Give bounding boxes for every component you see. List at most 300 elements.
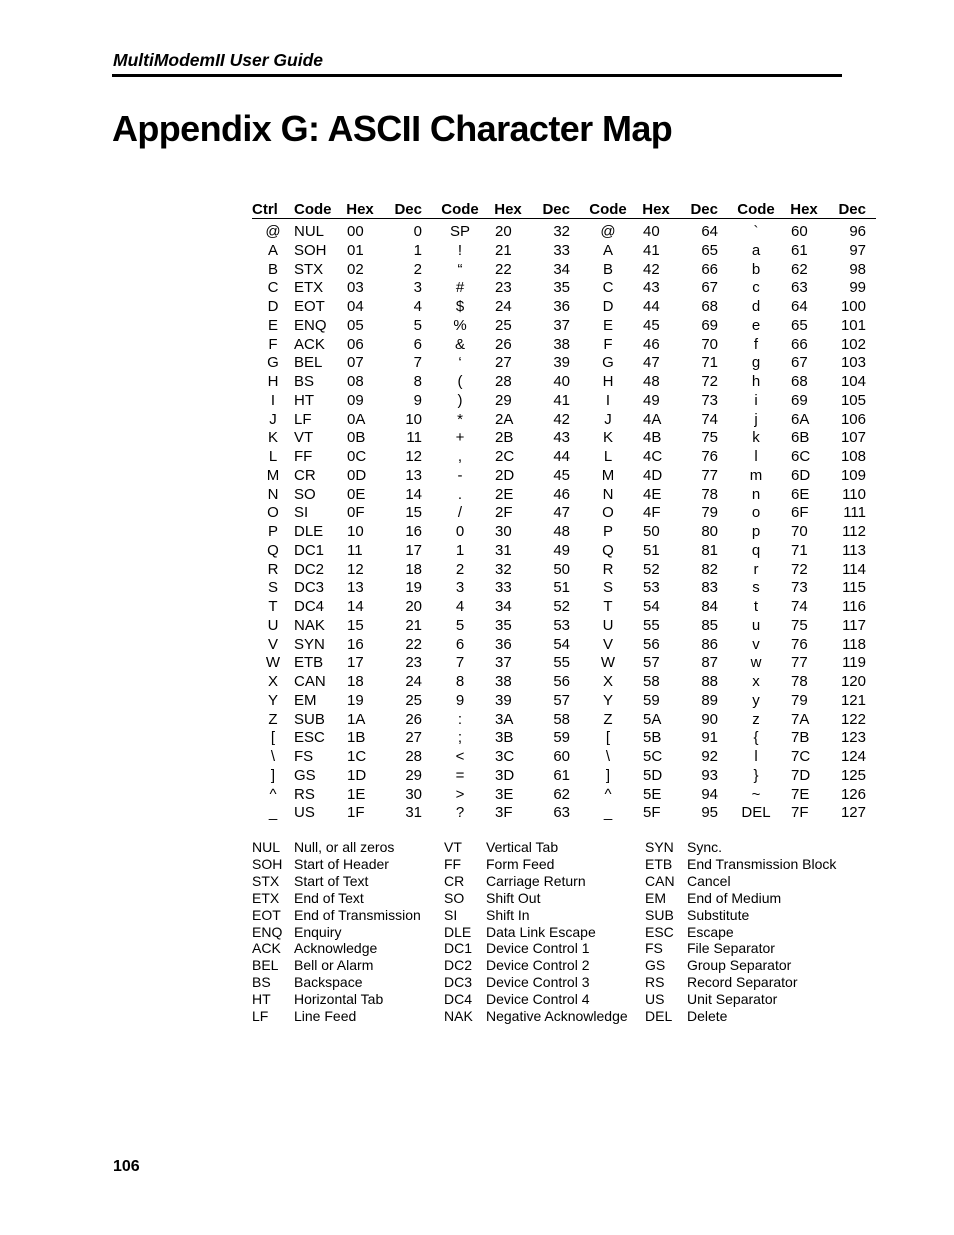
dec-value: 11 [406, 429, 422, 447]
legend-abbreviation: DC2 [444, 957, 473, 974]
hex-value: 48 [643, 373, 660, 390]
character: N [602, 485, 614, 503]
character: y [752, 691, 760, 709]
table-row [252, 729, 876, 748]
hex-value: 19 [347, 691, 364, 709]
hex-value: 59 [643, 691, 660, 709]
dec-value: 90 [701, 710, 718, 728]
hex-value: 33 [495, 579, 512, 597]
dec-value: 37 [553, 316, 570, 334]
character: d [751, 298, 761, 315]
legend-description: Group Separator [687, 957, 792, 974]
dec-value: 48 [553, 523, 570, 540]
dec-value: 108 [840, 448, 866, 465]
character: E [602, 316, 613, 334]
hex-value: 18 [347, 673, 364, 690]
hex-value: 58 [643, 673, 660, 690]
hex-value: 40 [643, 223, 660, 240]
dec-value: 35 [553, 279, 570, 297]
hex-value: 73 [791, 579, 808, 597]
character: 6 [455, 635, 465, 653]
dec-value: 10 [405, 410, 422, 428]
dec-value: 7 [413, 354, 422, 372]
legend-description: Device Control 1 [486, 940, 590, 957]
ctrl-char: N [267, 485, 279, 503]
hex-value: 27 [495, 354, 512, 372]
character: & [454, 335, 465, 353]
legend-description: Record Separator [687, 974, 798, 991]
control-code: SOH [294, 241, 327, 259]
legend-row [252, 974, 836, 991]
character: + [455, 429, 465, 447]
dec-value: 104 [840, 373, 866, 390]
character: $ [455, 298, 465, 315]
dec-value: 76 [701, 448, 718, 465]
character: 5 [455, 616, 465, 634]
hex-value: 55 [643, 616, 660, 634]
header-rule [112, 74, 842, 77]
dec-value: 16 [405, 523, 422, 540]
hex-value: 08 [347, 373, 364, 390]
hex-value: 41 [643, 241, 660, 259]
hex-value: 5E [643, 785, 662, 803]
legend-description: Shift Out [486, 889, 541, 906]
legend-abbreviation: VT [444, 839, 462, 855]
character: W [600, 654, 616, 672]
hex-value: 32 [495, 560, 512, 578]
control-code: FS [294, 748, 314, 765]
dec-value: 117 [842, 616, 866, 634]
character: - [457, 466, 463, 484]
character: r [753, 560, 759, 578]
character: z [752, 710, 760, 728]
control-code: SI [294, 504, 309, 522]
hex-value: 69 [791, 391, 808, 409]
hex-value: 79 [791, 691, 808, 709]
dec-value: 88 [701, 673, 718, 690]
legend-abbreviation: US [645, 991, 665, 1008]
character: } [753, 766, 759, 784]
dec-value: 56 [553, 673, 570, 690]
hex-value: 13 [347, 579, 364, 597]
character: 7 [455, 654, 465, 672]
dec-value: 66 [701, 260, 718, 278]
hex-value: 49 [643, 391, 660, 409]
hex-value: 25 [495, 316, 512, 334]
legend-description: Substitute [687, 906, 750, 923]
legend-abbreviation: DC4 [444, 991, 473, 1008]
legend-row [252, 856, 836, 873]
character: P [602, 523, 613, 540]
legend-abbreviation: EM [645, 889, 666, 906]
legend-description: Carriage Return [486, 872, 586, 889]
character: = [455, 766, 465, 784]
legend-description: End of Medium [687, 889, 782, 906]
character: \ [605, 748, 611, 765]
hex-value: 6D [791, 466, 811, 484]
dec-value: 9 [413, 391, 422, 409]
legend-abbreviation: DC1 [444, 940, 473, 957]
ctrl-char: P [267, 523, 278, 540]
character: # [455, 279, 465, 297]
ctrl-char: B [267, 260, 278, 278]
hex-value: 29 [495, 391, 512, 409]
dec-value: 102 [840, 335, 866, 353]
hex-value: 30 [495, 523, 512, 540]
dec-value: 64 [701, 223, 718, 240]
table-row [252, 486, 876, 505]
hex-value: 6C [791, 448, 811, 465]
ctrl-char: _ [268, 804, 278, 822]
hex-value: 1B [347, 729, 366, 747]
hex-value: 72 [791, 560, 808, 578]
legend-description: End of Text [294, 889, 364, 906]
table-row [252, 673, 876, 692]
control-code: CR [294, 466, 316, 484]
hex-value: 15 [347, 616, 364, 634]
hex-value: 01 [347, 241, 364, 259]
hex-value: 20 [495, 223, 512, 240]
character: { [753, 729, 759, 747]
character: / [457, 504, 463, 522]
character: l [754, 748, 758, 765]
legend-description: Unit Separator [687, 991, 778, 1008]
control-code: EOT [294, 298, 325, 315]
character: , [457, 448, 463, 465]
dec-value: 75 [701, 429, 718, 447]
control-code: RS [294, 785, 315, 803]
hex-value: 6F [791, 504, 809, 522]
dec-value: 6 [413, 335, 422, 353]
header-hex-2: Hex [488, 198, 528, 219]
control-code: GS [294, 766, 316, 784]
legend-row [252, 1008, 836, 1025]
dec-value: 27 [405, 729, 422, 747]
hex-value: 1D [347, 766, 367, 784]
hex-value: 1F [347, 804, 365, 822]
ctrl-char: H [267, 373, 279, 390]
character: I [605, 391, 611, 409]
legend-row [252, 991, 836, 1008]
hex-value: 60 [791, 223, 808, 240]
legend-description: Line Feed [294, 1008, 357, 1025]
character: k [752, 429, 760, 447]
character: G [602, 354, 614, 372]
character: ] [605, 766, 611, 784]
table-row [252, 504, 876, 523]
hex-value: 7B [791, 729, 810, 747]
hex-value: 66 [791, 335, 808, 353]
legend-abbreviation: LF [252, 1008, 269, 1025]
character: ‘ [458, 354, 462, 372]
hex-value: 1A [347, 710, 366, 728]
dec-value: 72 [701, 373, 718, 390]
control-code: DC4 [294, 598, 325, 615]
hex-value: 24 [495, 298, 512, 315]
dec-value: 107 [840, 429, 866, 447]
ctrl-char: D [267, 298, 279, 315]
control-code: DLE [294, 523, 324, 540]
dec-value: 44 [553, 448, 570, 465]
ctrl-char: ] [270, 766, 276, 784]
legend-abbreviation: NAK [444, 1008, 473, 1025]
ctrl-char: V [267, 635, 278, 653]
character: e [751, 316, 761, 334]
character: 9 [455, 691, 465, 709]
hex-value: 63 [791, 279, 808, 297]
legend-description: File Separator [687, 940, 775, 957]
character: 3 [455, 579, 465, 597]
character: < [455, 748, 465, 765]
hex-value: 35 [495, 616, 512, 634]
dec-value: 105 [840, 391, 866, 409]
legend-abbreviation: FS [645, 940, 663, 957]
control-code: BS [294, 373, 315, 390]
control-code: LF [294, 410, 312, 428]
dec-value: 70 [701, 335, 718, 353]
control-code: SYN [294, 635, 325, 653]
character: c [752, 279, 760, 297]
dec-value: 61 [553, 766, 570, 784]
control-code: SO [294, 485, 316, 503]
dec-value: 100 [840, 298, 866, 315]
hex-value: 3E [495, 785, 514, 803]
header-code-1: Code [294, 198, 340, 219]
hex-value: 67 [791, 354, 808, 372]
table-row [252, 767, 876, 786]
dec-value: 87 [701, 654, 718, 672]
hex-value: 1E [347, 785, 366, 803]
control-code: DC3 [294, 579, 325, 597]
character: D [602, 298, 614, 315]
legend-abbreviation: ENQ [252, 923, 283, 940]
hex-value: 34 [495, 598, 512, 615]
hex-value: 61 [791, 241, 808, 259]
dec-value: 60 [553, 748, 570, 765]
table-row [252, 598, 876, 617]
header-code-2: Code [432, 198, 488, 219]
character: ^ [604, 785, 612, 803]
ctrl-char: S [267, 579, 278, 597]
table-row [252, 617, 876, 636]
dec-value: 123 [840, 729, 866, 747]
character: m [749, 466, 763, 484]
dec-value: 59 [553, 729, 570, 747]
hex-value: 4B [643, 429, 662, 447]
hex-value: 28 [495, 373, 512, 390]
dec-value: 54 [553, 635, 570, 653]
dec-value: 28 [405, 748, 422, 765]
legend-description: End of Transmission [294, 906, 421, 923]
dec-value: 30 [405, 785, 422, 803]
legend-abbreviation: SYN [645, 839, 674, 855]
dec-value: 36 [553, 298, 570, 315]
hex-value: 71 [791, 541, 808, 559]
character: i [754, 391, 758, 409]
control-code: ETB [294, 654, 324, 672]
hex-value: 12 [347, 560, 364, 578]
dec-value: 50 [553, 560, 570, 578]
hex-value: 43 [643, 279, 660, 297]
character: s [752, 579, 760, 597]
dec-value: 113 [842, 541, 866, 559]
dec-value: 71 [701, 354, 718, 372]
dec-value: 5 [413, 316, 422, 334]
dec-value: 109 [840, 466, 866, 484]
hex-value: 4C [643, 448, 663, 465]
character: x [752, 673, 760, 690]
control-code: DC1 [294, 541, 325, 559]
table-row [252, 561, 876, 580]
legend-description: Backspace [294, 974, 363, 991]
hex-value: 2D [495, 466, 515, 484]
character: H [602, 373, 614, 390]
legend-description: Delete [687, 1008, 728, 1025]
character: h [751, 373, 761, 390]
character: U [602, 616, 614, 634]
table-row [252, 219, 876, 242]
control-code: ESC [294, 729, 325, 747]
table-row [252, 336, 876, 355]
legend-description: Device Control 2 [486, 957, 590, 974]
control-code: ETX [294, 279, 324, 297]
hex-value: 5B [643, 729, 662, 747]
hex-value: 52 [643, 560, 660, 578]
ctrl-char: K [267, 429, 278, 447]
legend-description: End Transmission Block [687, 855, 837, 872]
legend-row [252, 940, 836, 957]
legend-description: Device Control 3 [486, 974, 590, 991]
character: F [603, 335, 613, 353]
character: w [750, 654, 762, 672]
legend-description: Cancel [687, 872, 731, 889]
control-code: HT [294, 391, 314, 409]
hex-value: 6A [791, 410, 810, 428]
dec-value: 18 [405, 560, 422, 578]
ctrl-char: [ [270, 729, 276, 747]
table-row [252, 373, 876, 392]
hex-value: 23 [495, 279, 512, 297]
table-row [252, 579, 876, 598]
hex-value: 10 [347, 523, 364, 540]
header-dec-3: Dec [676, 198, 728, 219]
hex-value: 36 [495, 635, 512, 653]
dec-value: 127 [840, 804, 866, 822]
dec-value: 89 [701, 691, 718, 709]
ctrl-char: I [270, 391, 276, 409]
hex-value: 16 [347, 635, 364, 653]
hex-value: 07 [347, 354, 364, 372]
ctrl-char: Z [268, 710, 278, 728]
dec-value: 92 [701, 748, 718, 765]
hex-value: 0D [347, 466, 367, 484]
table-row [252, 748, 876, 767]
hex-value: 42 [643, 260, 660, 278]
hex-value: 5C [643, 748, 663, 765]
dec-value: 47 [553, 504, 570, 522]
hex-value: 65 [791, 316, 808, 334]
character: C [602, 279, 614, 297]
hex-value: 0A [347, 410, 366, 428]
dec-value: 21 [405, 616, 422, 634]
dec-value: 14 [405, 485, 422, 503]
table-row [252, 786, 876, 805]
character: L [603, 448, 613, 465]
dec-value: 29 [405, 766, 422, 784]
ascii-table-body [252, 219, 876, 824]
character: : [457, 710, 463, 728]
character: b [751, 260, 761, 278]
character: g [751, 354, 761, 372]
character: R [602, 560, 614, 578]
character: ` [753, 223, 759, 240]
header-code-4: Code [728, 198, 784, 219]
running-header: MultiModemII User Guide [113, 50, 324, 70]
dec-value: 99 [849, 279, 866, 297]
header-hex-4: Hex [784, 198, 824, 219]
legend-row [252, 873, 836, 890]
ctrl-char: C [267, 279, 279, 297]
hex-value: 37 [495, 654, 512, 672]
ctrl-char: L [268, 448, 278, 465]
dec-value: 63 [553, 804, 570, 822]
character: X [602, 673, 613, 690]
hex-value: 56 [643, 635, 660, 653]
hex-value: 6B [791, 429, 810, 447]
dec-value: 119 [842, 654, 866, 672]
header-dec-4: Dec [824, 198, 876, 219]
dec-value: 120 [840, 673, 866, 690]
control-code: NUL [294, 223, 325, 240]
dec-value: 23 [405, 654, 422, 672]
hex-value: 2C [495, 448, 515, 465]
hex-value: 76 [791, 635, 808, 653]
dec-value: 98 [849, 260, 866, 278]
table-row [252, 636, 876, 655]
hex-value: 74 [791, 598, 808, 615]
dec-value: 13 [405, 466, 422, 484]
hex-value: 1C [347, 748, 367, 765]
table-row [252, 392, 876, 411]
legend-abbreviation: SOH [252, 855, 283, 872]
character: a [751, 241, 761, 259]
hex-value: 3B [495, 729, 514, 747]
hex-value: 04 [347, 298, 364, 315]
dec-value: 62 [553, 785, 570, 803]
character: ; [457, 729, 463, 747]
legend-row [252, 924, 836, 941]
character: 4 [455, 598, 465, 615]
character: j [754, 410, 758, 428]
hex-value: 62 [791, 260, 808, 278]
dec-value: 68 [701, 298, 718, 315]
dec-value: 52 [553, 598, 570, 615]
hex-value: 26 [495, 335, 512, 353]
hex-value: 3A [495, 710, 514, 728]
table-row [252, 354, 876, 373]
table-row [252, 411, 876, 430]
dec-value: 106 [840, 410, 866, 428]
dec-value: 124 [840, 748, 866, 765]
character: f [753, 335, 759, 353]
hex-value: 7A [791, 710, 810, 728]
ctrl-char: U [267, 616, 279, 634]
dec-value: 31 [405, 804, 422, 822]
hex-value: 5D [643, 766, 663, 784]
dec-value: 73 [701, 391, 718, 409]
table-row [252, 542, 876, 561]
character: M [601, 466, 615, 484]
